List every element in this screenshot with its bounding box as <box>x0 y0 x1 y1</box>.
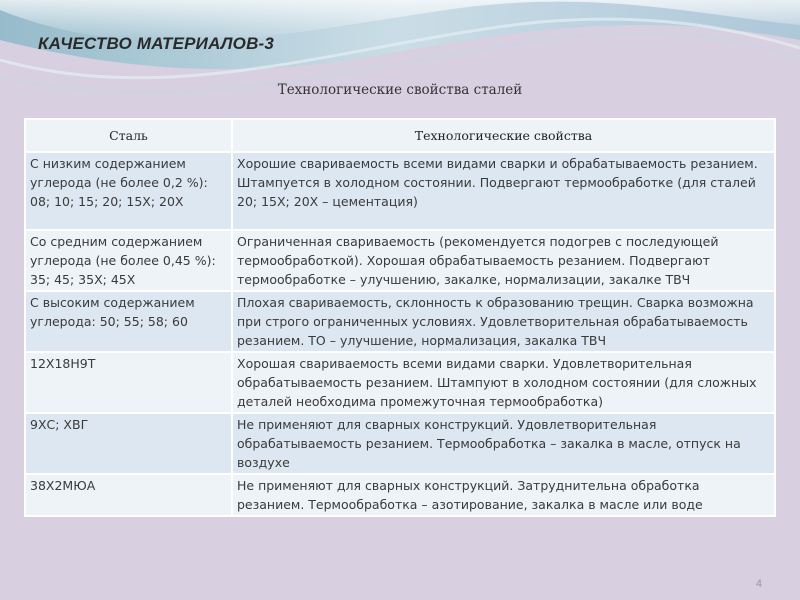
steel-cell: Со средним содержанием углерода (не более 0,45 %): 35; 45; 35Х; 45Х <box>25 230 232 291</box>
steel-cell: С низким содержанием углерода (не более 0,2 %): 08; 10; 15; 20; 15Х; 20Х <box>25 152 232 230</box>
steel-cell: 9ХС; ХВГ <box>25 413 232 474</box>
properties-cell: Не применяют для сварных конструкций. Затруднительна обработка резанием. Термообработка – азотирование, закалка в масле или воде <box>232 474 775 516</box>
steel-cell: 38Х2МЮА <box>25 474 232 516</box>
slide-title: КАЧЕСТВО МАТЕРИАЛОВ-3 <box>38 34 275 53</box>
steel-cell: С высоким содержанием углерода: 50; 55; 58; 60 <box>25 291 232 352</box>
header-properties: Технологические свойства <box>232 119 775 152</box>
table-row <box>25 152 775 230</box>
table-row <box>25 291 775 352</box>
table-row <box>25 413 775 474</box>
properties-cell: Плохая свариваемость, склонность к образованию трещин. Сварка возможна при строго ограниченных условиях. Удовлетворительная обрабатываемость резанием. ТО – улучшение, нормализация, закалка ТВЧ <box>232 291 775 352</box>
table-row <box>25 474 775 516</box>
table-header-row <box>25 119 775 152</box>
table-row <box>25 230 775 291</box>
steel-properties-table <box>24 118 776 517</box>
header-steel: Сталь <box>25 119 232 152</box>
steel-cell: 12Х18Н9Т <box>25 352 232 413</box>
properties-cell: Не применяют для сварных конструкций. Удовлетворительная обрабатываемость резанием. Термообработка – закалка в масле, отпуск на воздухе <box>232 413 775 474</box>
properties-cell: Хорошие свариваемость всеми видами сварки и обрабатываемость резанием. Штампуется в холодном состоянии. Подвергают термообработке (для сталей 20; 15Х; 20Х – цементация) <box>232 152 775 230</box>
page-number: 4 <box>755 578 762 590</box>
properties-cell: Хорошая свариваемость всеми видами сварки. Удовлетворительная обрабатываемость резанием. Штампуют в холодном состоянии (для сложных деталей необходима промежуточная термообработка) <box>232 352 775 413</box>
table-row <box>25 352 775 413</box>
properties-cell: Ограниченная свариваемость (рекомендуется подогрев с последующей термообработкой). Хорошая обрабатываемость резанием. Подвергают термообработке – улучшению, закалке, нормализации, закалке ТВЧ <box>232 230 775 291</box>
table-caption: Технологические свойства сталей <box>277 82 523 98</box>
